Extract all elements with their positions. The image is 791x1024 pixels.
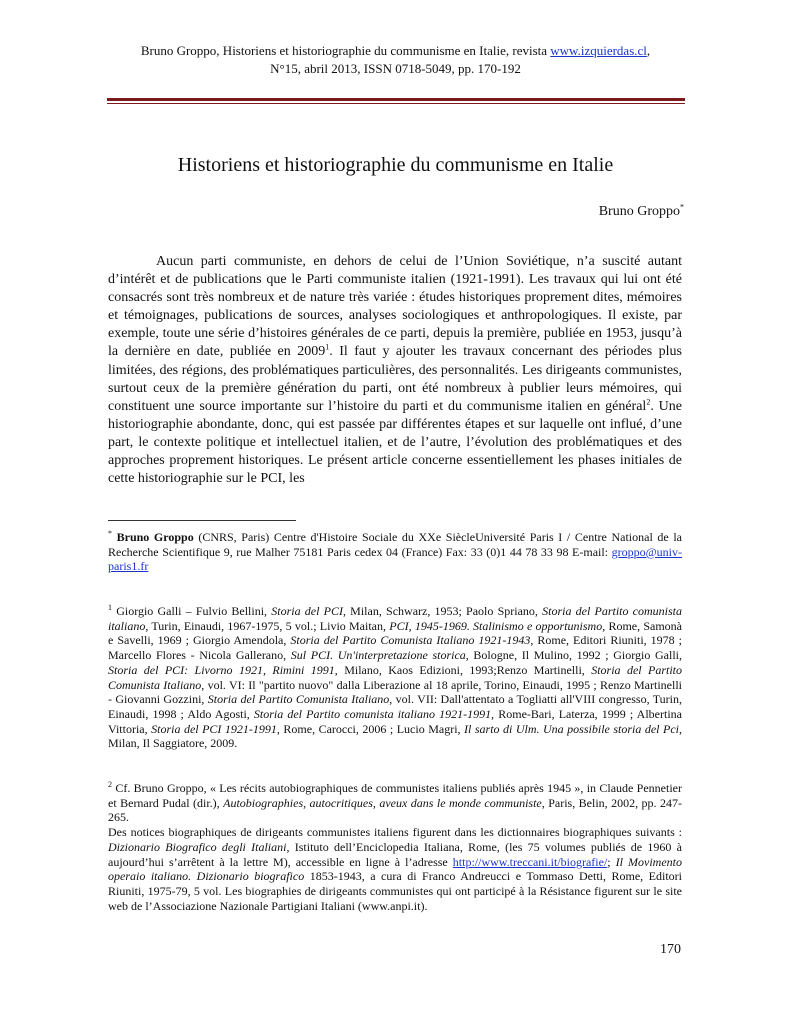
header-rule-thin <box>107 103 685 104</box>
fn2-text: Cf. Bruno Groppo, « Les récits autobiographiques de communistes italiens publiés après 1945 », in Claude Pennetier et Bernard Pudal (dir.), <box>108 781 682 810</box>
fn2-title: Dizionario Biografico degli Italiani <box>108 839 287 854</box>
header-line-1 <box>100 42 691 60</box>
fn1-title: Sul PCI. Un'interpretazione storica <box>290 648 466 663</box>
footnote-author <box>108 530 682 574</box>
body-text-part-2: . Il faut y ajouter les travaux concernant des périodes plus limitées, des régions, des problématiques particulières, des personnalités. Les dirigeants communistes, surtout ceux de la première génération du parti, ont été nombreux à publier leurs mémoires, qui constituent une source importante sur l’histoire du parti et du communisme italien en général <box>108 344 682 414</box>
fn1-text: , Turin, Einaudi, 1967-1975, 5 vol.; Livio Maitan, <box>145 618 390 633</box>
author-name: Bruno Groppo <box>598 204 680 219</box>
body-paragraph <box>108 253 682 488</box>
footnote-2 <box>108 781 682 913</box>
header-comma: , <box>646 43 651 58</box>
footnote-author-name: Bruno Groppo <box>116 530 194 544</box>
footnote-2-paragraph-2 <box>108 825 682 913</box>
footnote-1-text <box>108 604 682 751</box>
fn1-text: , Rome, Editori Riuniti, 1978 ; Marcello Flores - Nicola Gallerano, <box>108 633 682 663</box>
fn1-text: , Rome, Carocci, 2006 ; Lucio Magri, <box>276 721 465 736</box>
fn1-text: , Bologne, Il Mulino, 1992 ; Giorgio Galli, <box>465 648 683 663</box>
body-text-part-1: Aucun parti communiste, en dehors de celui de l’Union Soviétique, n’a suscité autant d’intérêt et de publications que le Parti communiste italien (1921-1991). Les travaux qui lui ont été consacrés sont très nombreux et de nature très variée : études historiques proprement dites, mémoires et témoignages, publications de sources, analyses sociologiques et anthropologiques. Il existe, par exemple, toute une série d’histoires générales de ce parti, depuis la première, publiée en 1953, jusqu’à la dernière en date, publiée en 2009 <box>108 254 682 360</box>
fn2-text: , Paris, Belin, 2002, pp. 247-265. <box>108 795 683 825</box>
body-text <box>108 253 682 488</box>
fn1-title: Storia del Partito Comunista Italiano <box>207 692 390 707</box>
header-link[interactable]: www.izquierdas.cl <box>550 43 647 58</box>
footnote-mark-2: 2 <box>108 780 112 789</box>
fn2-text: Des notices biographiques de dirigeants communistes italiens figurent dans les dictionnaires biographiques suivants : <box>108 825 682 840</box>
header-line-2: N°15, abril 2013, ISSN 0718-5049, pp. 170-192 <box>270 61 521 76</box>
running-header <box>100 42 691 78</box>
author-byline <box>599 203 684 221</box>
fn1-text: , Rome, Samonà e Savelli, 1969 ; Giorgio Amendola, <box>108 618 683 648</box>
fn1-title: Storia del PCI: Livorno 1921, Rimini 1991 <box>108 662 335 677</box>
fn1-title: Storia del Partito Comunista Italiano 1921-1943 <box>290 633 531 648</box>
page-number: 170 <box>660 942 681 957</box>
fn1-text: , vol. VI: Il "partito nuovo" dalla Liberazione al 18 aprile, Torino, Einaudi, 1995 ; Renzo Martinelli - Giovanni Gozzini, <box>108 677 682 707</box>
fn1-text: , Milano, Kaos Edizioni, 1993;Renzo Martinelli, <box>334 662 592 677</box>
fn1-title: Storia del Partito comunista italiano <box>108 604 683 633</box>
footnote-1 <box>108 604 682 751</box>
footnote-mark-1: 1 <box>108 603 112 612</box>
fn1-title: Storia del Partito Comunista Italiano <box>108 662 683 692</box>
fn1-title: Storia del PCI 1921-1991 <box>151 721 277 736</box>
fn1-text: Giorgio Galli – Fulvio Bellini, <box>112 604 272 618</box>
fn1-title: Storia del PCI <box>271 604 343 618</box>
fn1-title: Storia del Partito comunista italiano 1921-1991 <box>253 706 492 721</box>
footnote-ref-1: 1 <box>325 342 330 352</box>
footnote-mark-star: * <box>108 529 112 538</box>
fn1-text: , Milan, Schwarz, 1953; Paolo Spriano, <box>342 604 543 618</box>
footnote-separator <box>108 520 296 521</box>
header-rule-thick <box>107 98 685 101</box>
author-email-link[interactable]: groppo@univ-paris1.fr <box>108 544 682 574</box>
fn1-title: PCI, 1945-1969. Stalinismo e opportunismo <box>389 618 603 633</box>
treccani-link[interactable]: http://www.treccani.it/biografie/ <box>452 854 608 869</box>
fn2-title: Autobiographies, autocritiques, aveux dans le monde communiste <box>223 795 542 810</box>
footnote-2-paragraph-1 <box>108 781 682 825</box>
header-citation: Bruno Groppo, Historiens et historiographie du communisme en Italie, revista <box>140 43 551 58</box>
fn1-text: , Rome-Bari, Laterza, 1999 ; Albertina Vittoria, <box>108 706 682 736</box>
body-text-part-3: . Une historiographie abondante, donc, qui est passée par différentes étapes et sur laquelle ont influé, d’une part, le contexte politique et intellectuel italien, et de l’autre, l’évolution des problématiques et des approches proprement historiques. Le présent article concerne essentiellement les phases initiales de cette historiographie sur le PCI, les <box>108 398 683 487</box>
footnote-author-text <box>108 530 682 574</box>
fn2-text: ; <box>607 854 616 869</box>
fn2-title: Il Movimento operaio italiano. Dizionario biografico <box>108 854 682 884</box>
fn1-title: Il sarto di Ulm. Una possibile storia del Pci <box>464 721 679 736</box>
fn1-text: , Milan, Il Saggiatore, 2009. <box>108 721 682 751</box>
author-footnote-mark: * <box>680 202 684 212</box>
article-title: Historiens et historiographie du communisme en Italie <box>177 154 614 176</box>
footnote-author-affiliation: (CNRS, Paris) Centre d'Histoire Sociale du XXe SiècleUniversité Paris I / Centre National de la Recherche Scientifique 9, rue Malher 75181 Paris cedex 04 (France) Fax: 33 (0)1 44 78 33 98 E-mail: <box>108 530 683 559</box>
fn2-text: 1853-1943, a cura di Franco Andreucci e Tommaso Detti, Rome, Editori Riuniti, 1975-79, 5 vol. Les biographies de dirigeants communistes qui ont participé à la Résistance figurent sur le site web de l’Associazione Nazionale Partigiani Italiani (www.anpi.it). <box>108 869 682 913</box>
fn2-text: , Istituto dell’Enciclopedia Italiana, Rome, (les 75 volumes publiés de 1960 à aujourd’hui s’arrêtent à la lettre M), accessible en ligne à l’adresse <box>108 839 682 869</box>
fn1-text: , vol. VII: Dall'attentato a Togliatti all'VIII congresso, Turin, Einaudi, 1998 ; Aldo Agosti, <box>108 692 682 721</box>
footnote-ref-2: 2 <box>646 397 651 407</box>
